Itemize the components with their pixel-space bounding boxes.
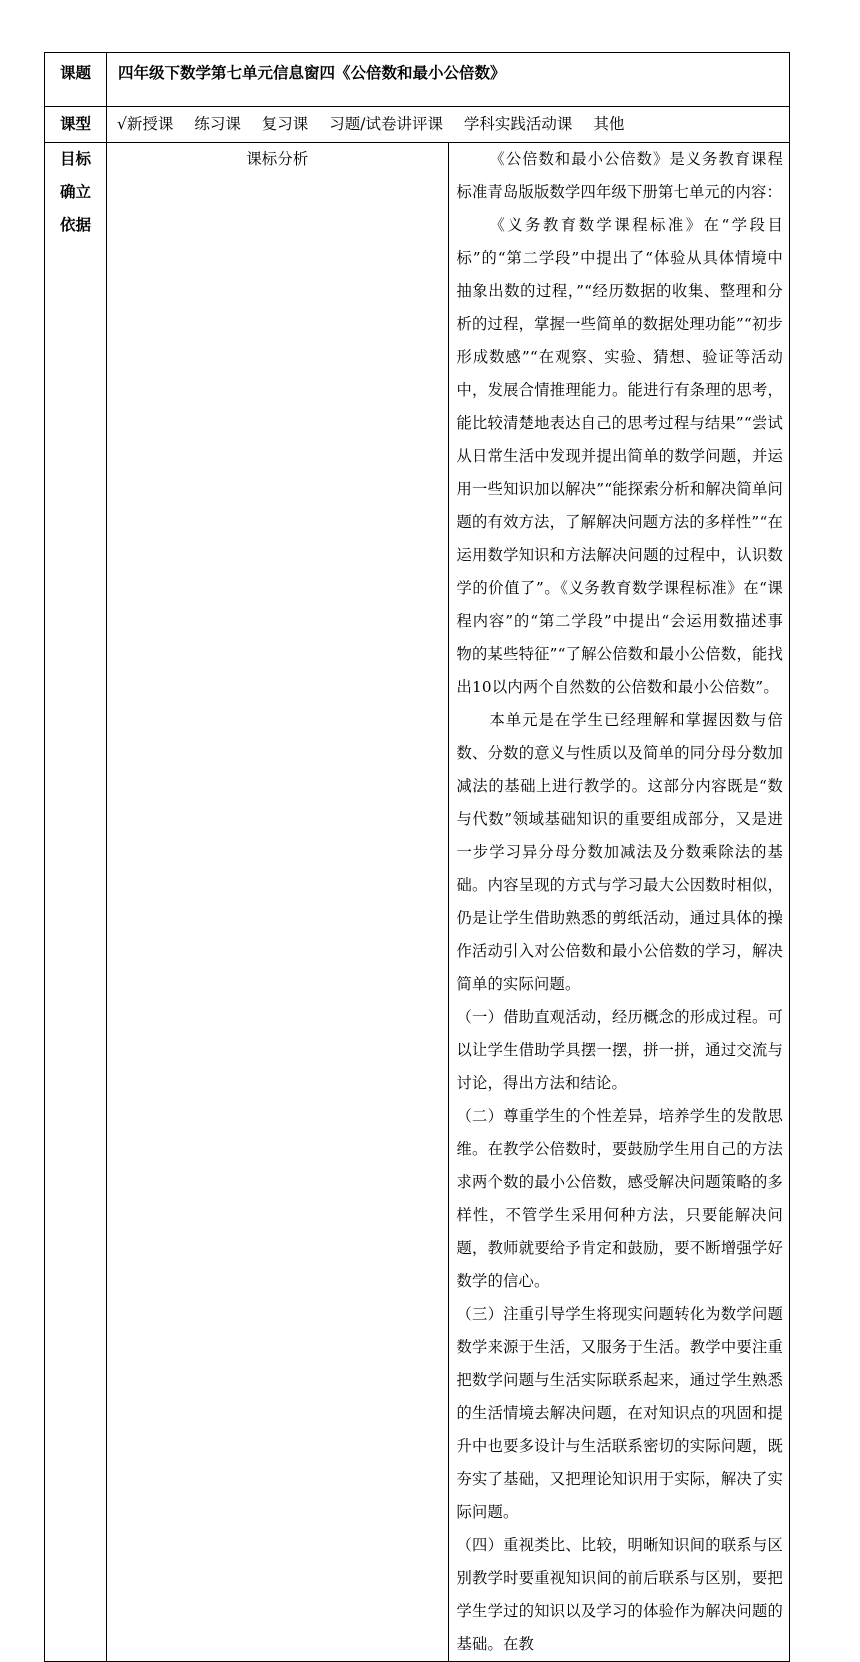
content-paragraph-3: 本单元是在学生已经理解和掌握因数与倍数、分数的意义与性质以及简单的同分母分数加减法的基础上进行教学的。这部分内容既是“数与代数”领域基础知识的重要组成部分，又是进一步学习异分母分数加减法及分数乘除法的基础。内容呈现的方式与学习最大公因数时相似，仍是让学生借助熟悉的剪纸活动，通过具体的操作活动引入对公倍数和最小公倍数的学习，解决简单的实际问题。: [456, 711, 783, 993]
basis-label-line-1: 目标: [59, 150, 91, 168]
content-item-1: （一）借助直观活动，经历概念的形成过程。可以让学生借助学具摆一摆，拼一拼，通过交流与讨论，得出方法和结论。: [456, 1008, 783, 1092]
content-paragraph-2: 《义务教育数学课程标准》在“学段目标”的“第二学段”中提出了“体验从具体情境中抽象出数的过程，”“经历数据的收集、整理和分析的过程，掌握一些简单的数据处理功能”“初步形成数感”“在观察、实验、猜想、验证等活动中，发展合情推理能力。能进行有条理的思考，能比较清楚地表达自己的思考过程与结果”“尝试从日常生活中发现并提出简单的数学问题，并运用一些知识加以解决”“能探索分析和解决简单问题的有效方法，了解解决问题方法的多样性”“在运用数学知识和方法解决问题的过程中，认识数学的价值了”。《义务教育数学课程标准》在“课程内容”的“第二学段”中提出“会运用数描述事物的某些特征”“了解公倍数和最小公倍数，能找出10以内两个自然数的公倍数和最小公倍数”。: [456, 216, 783, 696]
type-label-cell: [45, 107, 107, 143]
title-label: 课题: [59, 64, 91, 82]
content-item-2: （二）尊重学生的个性差异，培养学生的发散思维。在教学公倍数时，要鼓励学生用自己的方法求两个数的最小公倍数，感受解决问题策略的多样性，不管学生采用何种方法，只要能解决问题，教师就要给予肯定和鼓励，要不断增强学好数学的信心。: [456, 1107, 783, 1290]
lesson-plan-table: [44, 52, 790, 1662]
basis-label-line-3: 依据: [59, 216, 91, 234]
type-option-practice: 练习课: [194, 115, 241, 133]
title-row: [45, 53, 790, 107]
type-option-exercise-review: 习题/试卷讲评课: [329, 115, 443, 133]
basis-label-cell: [45, 143, 107, 1662]
content-paragraph-1: 《公倍数和最小公倍数》是义务教育课程标准青岛版版数学四年级下册第七单元的内容：: [456, 150, 783, 201]
lesson-title: 四年级下数学第七单元信息窗四《公倍数和最小公倍数》: [118, 64, 506, 82]
basis-label-line-2: 确立: [59, 183, 91, 201]
basis-row: [45, 143, 790, 1662]
curriculum-analysis-label: 课标分析: [246, 150, 309, 168]
type-row: [45, 107, 790, 143]
title-label-cell: [45, 53, 107, 107]
type-option-other: 其他: [593, 115, 625, 133]
title-value-cell: [107, 53, 790, 107]
type-option-review: 复习课: [261, 115, 309, 133]
type-options-cell: [107, 107, 790, 143]
type-option-new: √新授课: [117, 115, 174, 133]
content-item-4: （四）重视类比、比较，明晰知识间的联系与区别教学时要重视知识间的前后联系与区别，要把学生学过的知识以及学习的体验作为解决问题的基础。在教: [456, 1536, 783, 1653]
curriculum-analysis-label-cell: [107, 143, 449, 1662]
content-item-3: （三）注重引导学生将现实问题转化为数学问题数学来源于生活，又服务于生活。教学中要注重把数学问题与生活实际联系起来，通过学生熟悉的生活情境去解决问题，在对知识点的巩固和提升中也要多设计与生活联系密切的实际问题，既夯实了基础，又把理论知识用于实际，解决了实际问题。: [456, 1305, 783, 1521]
lesson-plan-page: [44, 52, 790, 1662]
lesson-type-options: [107, 107, 789, 134]
curriculum-analysis-content: [448, 143, 790, 1662]
type-option-practice-activity: 学科实践活动课: [463, 115, 573, 133]
type-label: 课型: [59, 115, 91, 133]
